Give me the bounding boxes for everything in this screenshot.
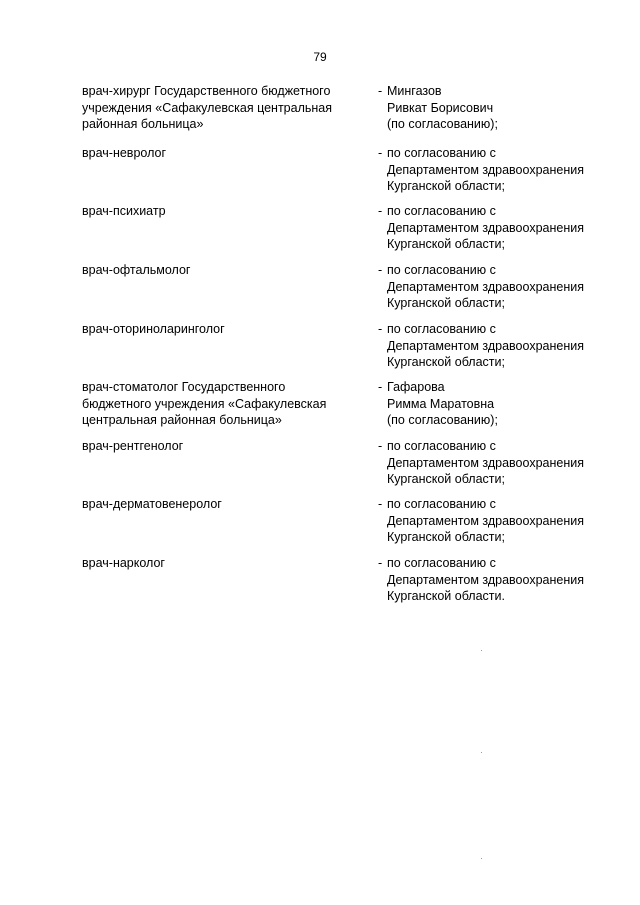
dash-separator: - bbox=[378, 380, 383, 394]
dash-separator: - bbox=[378, 556, 383, 570]
member-info bbox=[378, 321, 622, 371]
member-info bbox=[378, 496, 622, 546]
list-item bbox=[82, 496, 622, 555]
member-name: по согласованию с Департаментом здравоохранения Курганской области; bbox=[387, 322, 584, 369]
list-item bbox=[82, 203, 622, 262]
dash-separator: - bbox=[378, 84, 383, 98]
member-info bbox=[378, 379, 622, 429]
member-info bbox=[378, 262, 622, 312]
member-info bbox=[378, 83, 622, 133]
member-name: по согласованию с Департаментом здравоохранения Курганской области; bbox=[387, 439, 584, 486]
commission-list bbox=[82, 83, 622, 615]
position-title: врач-оториноларинголог bbox=[82, 322, 225, 336]
dash-separator: - bbox=[378, 204, 383, 218]
dash-separator: - bbox=[378, 439, 383, 453]
list-item bbox=[82, 83, 622, 145]
member-info bbox=[378, 438, 622, 488]
position-title: врач-психиатр bbox=[82, 204, 166, 218]
list-item bbox=[82, 555, 622, 615]
scan-speck bbox=[481, 752, 482, 753]
list-item bbox=[82, 145, 622, 203]
list-item bbox=[82, 438, 622, 496]
member-info bbox=[378, 145, 622, 195]
member-name: по согласованию с Департаментом здравоохранения Курганской области. bbox=[387, 556, 584, 603]
dash-separator: - bbox=[378, 322, 383, 336]
position-title: врач-офтальмолог bbox=[82, 263, 191, 277]
member-name: по согласованию с Департаментом здравоохранения Курганской области; bbox=[387, 204, 584, 251]
position-title: врач-дерматовенеролог bbox=[82, 497, 222, 511]
dash-separator: - bbox=[378, 263, 383, 277]
member-name: по согласованию с Департаментом здравоохранения Курганской области; bbox=[387, 497, 584, 544]
scan-speck bbox=[481, 858, 482, 859]
position-title: врач-нарколог bbox=[82, 556, 165, 570]
position-title: врач-невролог bbox=[82, 146, 167, 160]
position-title: врач-стоматолог Государственного бюджетного учреждения «Сафакулевская центральная районная больница» bbox=[82, 380, 327, 427]
dash-separator: - bbox=[378, 497, 383, 511]
list-item bbox=[82, 262, 622, 321]
list-item bbox=[82, 379, 622, 438]
member-info bbox=[378, 203, 622, 253]
member-name: Мингазов Ривкат Борисович (по согласованию); bbox=[387, 84, 498, 131]
position-title: врач-хирург Государственного бюджетного учреждения «Сафакулевская центральная районная больница» bbox=[82, 84, 333, 131]
member-name: по согласованию с Департаментом здравоохранения Курганской области; bbox=[387, 263, 584, 310]
scan-speck bbox=[481, 650, 482, 651]
member-name: Гафарова Римма Маратовна (по согласованию); bbox=[387, 380, 498, 427]
list-item bbox=[82, 321, 622, 379]
page-number: 79 bbox=[313, 50, 327, 64]
member-info bbox=[378, 555, 622, 605]
position-title: врач-рентгенолог bbox=[82, 439, 184, 453]
member-name: по согласованию с Департаментом здравоохранения Курганской области; bbox=[387, 146, 584, 193]
dash-separator: - bbox=[378, 146, 383, 160]
